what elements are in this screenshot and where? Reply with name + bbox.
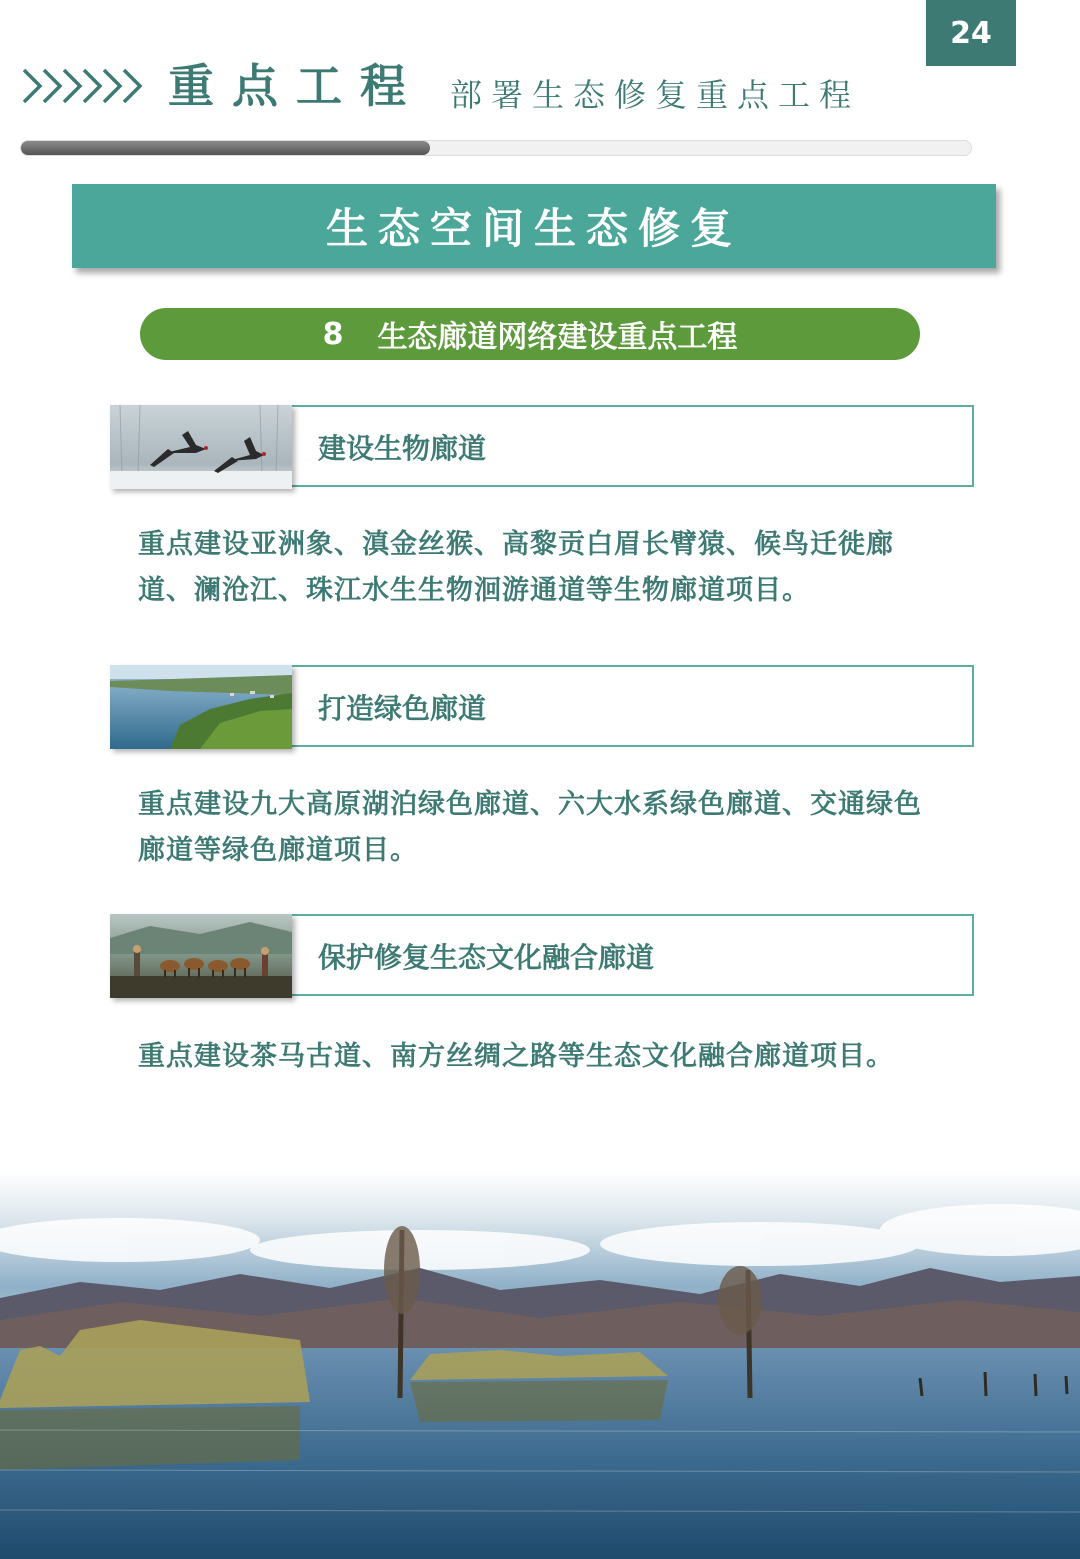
lake-landscape-photo — [0, 1170, 1080, 1559]
item-description: 重点建设九大高原湖泊绿色廊道、六大水系绿色廊道、交通绿色廊道等绿色廊道项目。 — [138, 789, 922, 866]
page-number: 24 — [926, 0, 1016, 66]
page-subtitle: 部署生态修复重点工程 — [450, 76, 861, 114]
horse-caravan-photo — [110, 914, 292, 998]
subsection-heading — [140, 308, 920, 360]
section-banner — [72, 184, 996, 268]
section-title: 生态空间生态修复 — [325, 204, 742, 253]
item-card-cultural-corridor — [110, 914, 974, 998]
lake-shore-photo — [110, 665, 292, 749]
item-card-green-corridor — [110, 665, 974, 749]
item-title: 保护修复生态文化融合廊道 — [318, 941, 655, 974]
item-card-biological-corridor — [110, 405, 974, 489]
item-description: 重点建设茶马古道、南方丝绸之路等生态文化融合廊道项目。 — [138, 1041, 894, 1072]
cranes-photo — [110, 405, 292, 489]
item-description: 重点建设亚洲象、滇金丝猴、高黎贡白眉长臂猿、候鸟迁徙廊道、澜沧江、珠江水生生物洄游通道等生物廊道项目。 — [138, 529, 894, 606]
item-title: 打造绿色廊道 — [318, 692, 487, 725]
subsection-title: 生态廊道网络建设重点工程 — [377, 320, 738, 355]
page-title: 重点工程 — [168, 59, 424, 113]
chevrons-icon — [22, 64, 148, 108]
subsection-number: 8 — [322, 316, 344, 352]
item-title: 建设生物廊道 — [318, 432, 487, 465]
progress-bar — [20, 140, 972, 156]
progress-fill — [21, 141, 430, 155]
